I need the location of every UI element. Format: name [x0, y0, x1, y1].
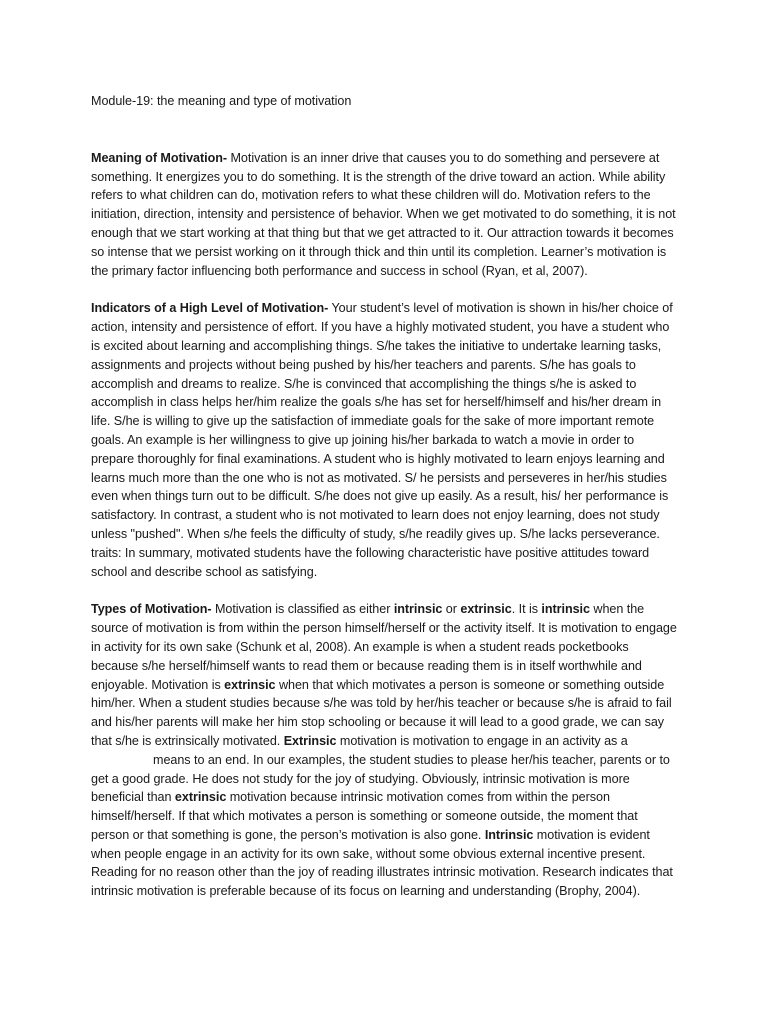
keyword-extrinsic-1: extrinsic	[460, 602, 512, 617]
keyword-extrinsic-2: extrinsic	[224, 677, 276, 692]
document-page	[91, 92, 679, 920]
meaning-paragraph	[91, 149, 679, 281]
types-text-1: Motivation is classified as either	[211, 602, 394, 617]
keyword-intrinsic-1: intrinsic	[393, 602, 443, 617]
keyword-extrinsic-3: Extrinsic	[283, 733, 337, 748]
module-title: Module-19: the meaning and type of motivation	[91, 94, 352, 108]
keyword-intrinsic-2: intrinsic	[541, 602, 590, 617]
types-text-2: or	[442, 602, 461, 617]
meaning-heading: Meaning of Motivation-	[91, 150, 228, 165]
types-paragraph	[91, 600, 679, 901]
types-text-5: when that which motivates a person is someone or something outside him/her. When a student studies because s/he was told by her/his teacher or because s/he is afraid to fail and his/her parents will make her him stop schooling or because it will lead to a good grade, we can say that s/he is extrinsically motivated.	[91, 677, 672, 748]
types-heading: Types of Motivation-	[91, 602, 212, 617]
types-text-8: motivation because intrinsic motivation comes from within the person himself/herself. If that which motivates a person is something or someone outside, the moment that person or that something is gone, the person’s motivation is also gone.	[91, 790, 638, 842]
keyword-intrinsic-3: Intrinsic	[484, 827, 534, 842]
indicators-body: Your student’s level of motivation is shown in his/her choice of action, intensity and persistence of effort. If you have a highly motivated student, you have a student who is excited about learning and accomplishing things. S/he takes the initiative to undertake learning tasks, assignments and projects without being pushed by his/her teachers and parents. S/he has goals to accomplish and dreams to realize. S/he is convinced that accomplishing the things s/he is asked to accomplish in class helps her/him realize the goals s/he has set for herself/himself and his/her dream in life. S/he is willing to give up the satisfaction of immediate goals for the sake of more important remote goals. An example is her willingness to give up joining his/her barkada to watch a movie in order to prepare thoroughly for final examinations. A student who is highly motivated to learn enjoys learning and learns much more than the one who is not as motivated. S/ he persists and perseveres in her/his studies even when things turn out to be difficult. S/he does not give up easily. As a result, his/ her performance is satisfactory. In contrast, a student who is not motivated to learn does not enjoy learning, does not study unless "pushed". When s/he feels the difficulty of study, s/he readily gives up. S/he lacks perseverance. traits: In summary, motivated students have the following characteristic have positive attitudes toward school and describe school as satisfying.	[91, 301, 673, 579]
types-text-6: motivation is motivation to engage in an activity as a	[336, 733, 628, 748]
keyword-extrinsic-4: extrinsic	[174, 790, 227, 805]
types-text-4: when the source of motivation is from within the person himself/herself or the activity itself. It is motivation to engage in activity for its own sake (Schunk et al, 2008). An example is when a student reads pocketbooks because s/he herself/himself wants to read them or because reading them is in itself worthwhile and enjoyable. Motivation is	[91, 602, 677, 692]
types-text-9: motivation is evident when people engage in an activity for its own sake, without some obvious external incentive present. Reading for no reason other than the joy of reading illustrates intrinsic motivation. Research indicates that intrinsic motivation is preferable because of its focus on learning and understanding (Brophy, 2004).	[91, 827, 673, 899]
types-text-7: means to an end. In our examples, the student studies to please her/his teacher, parents or to get a good grade. He does not study for the joy of studying. Obviously, intrinsic motivation is more beneficial than	[91, 752, 670, 805]
types-text-3: . It is	[511, 602, 542, 617]
indicators-paragraph	[91, 299, 679, 581]
meaning-body: Motivation is an inner drive that causes you to do something and persevere at something. It energizes you to do something. It is the strength of the drive toward an action. While ability refers to what children can do, motivation refers to what these children will do. Motivation refers to the initiation, direction, intensity and persistence of behavior. When we get motivated to do something, it is not enough that we start working at that thing but that we get attracted to it. Our attraction towards it becomes so intense that we persist working on it through thick and thin until its completion. Learner’s motivation is the primary factor influencing both performance and success in school (Ryan, et al, 2007).	[91, 150, 676, 278]
indicators-heading: Indicators of a High Level of Motivation-	[91, 301, 329, 316]
